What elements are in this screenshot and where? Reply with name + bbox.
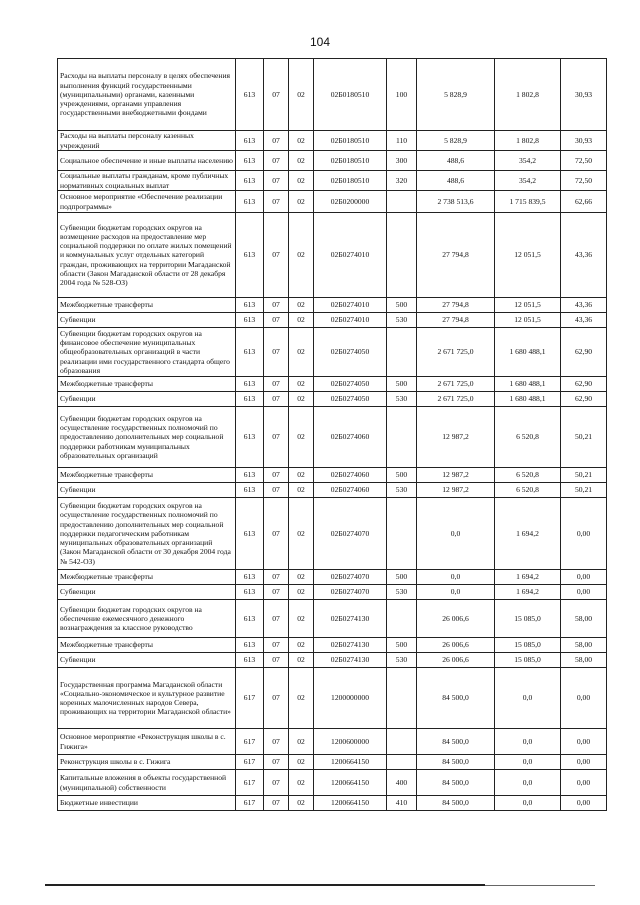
subsection-code: 02 <box>289 151 314 171</box>
target-article: 02Б0274010 <box>314 213 387 298</box>
plan-amount: 84 500,0 <box>417 770 495 796</box>
row-name: Капитальные вложения в объекты государственной (муниципальной) собственности <box>58 770 236 796</box>
execution-percent: 43,36 <box>561 213 607 298</box>
ministry-code: 613 <box>236 570 264 585</box>
plan-amount: 12 987,2 <box>417 483 495 498</box>
target-article: 02Б0180510 <box>314 151 387 171</box>
section-code: 07 <box>264 498 289 570</box>
subsection-code: 02 <box>289 498 314 570</box>
target-article: 02Б0274060 <box>314 468 387 483</box>
subsection-code: 02 <box>289 468 314 483</box>
expense-type: 320 <box>387 171 417 191</box>
row-name: Социальное обеспечение и иные выплаты населению <box>58 151 236 171</box>
expense-type: 400 <box>387 770 417 796</box>
subsection-code: 02 <box>289 59 314 131</box>
target-article: 02Б0180510 <box>314 59 387 131</box>
target-article: 02Б0274010 <box>314 298 387 313</box>
ministry-code: 613 <box>236 298 264 313</box>
bottom-rule-thin <box>485 885 595 886</box>
plan-amount: 12 987,2 <box>417 468 495 483</box>
executed-amount: 1 680 488,1 <box>495 328 561 377</box>
executed-amount: 1 802,8 <box>495 59 561 131</box>
target-article: 02Б0274010 <box>314 313 387 328</box>
section-code: 07 <box>264 600 289 638</box>
plan-amount: 2 738 513,6 <box>417 191 495 213</box>
plan-amount: 2 671 725,0 <box>417 328 495 377</box>
table-row <box>58 729 607 755</box>
ministry-code: 613 <box>236 483 264 498</box>
row-name: Социальные выплаты гражданам, кроме публичных нормативных социальных выплат <box>58 171 236 191</box>
plan-amount: 488,6 <box>417 151 495 171</box>
execution-percent: 50,21 <box>561 483 607 498</box>
table-row <box>58 653 607 668</box>
ministry-code: 613 <box>236 151 264 171</box>
ministry-code: 613 <box>236 377 264 392</box>
executed-amount: 0,0 <box>495 770 561 796</box>
plan-amount: 84 500,0 <box>417 668 495 729</box>
expense-type: 530 <box>387 483 417 498</box>
plan-amount: 0,0 <box>417 585 495 600</box>
expense-type <box>387 668 417 729</box>
expense-type <box>387 191 417 213</box>
row-name: Межбюджетные трансферты <box>58 570 236 585</box>
subsection-code: 02 <box>289 729 314 755</box>
ministry-code: 613 <box>236 638 264 653</box>
executed-amount: 1 715 839,5 <box>495 191 561 213</box>
target-article: 02Б0274060 <box>314 407 387 468</box>
target-article: 1200664150 <box>314 755 387 770</box>
section-code: 07 <box>264 377 289 392</box>
executed-amount: 0,0 <box>495 755 561 770</box>
subsection-code: 02 <box>289 585 314 600</box>
page-number: 104 <box>309 35 331 49</box>
table-row <box>58 770 607 796</box>
subsection-code: 02 <box>289 191 314 213</box>
table-row <box>58 796 607 811</box>
expense-type: 500 <box>387 377 417 392</box>
table-row <box>58 313 607 328</box>
table-row <box>58 377 607 392</box>
execution-percent: 0,00 <box>561 585 607 600</box>
execution-percent: 58,00 <box>561 600 607 638</box>
plan-amount: 26 006,6 <box>417 638 495 653</box>
table-row <box>58 498 607 570</box>
subsection-code: 02 <box>289 407 314 468</box>
execution-percent: 50,21 <box>561 407 607 468</box>
execution-percent: 0,00 <box>561 668 607 729</box>
row-name: Расходы на выплаты персоналу в целях обеспечения выполнения функций государственными (муниципальными) органами, казенными учреждениями, органами управления государственными внебюджетными фондами <box>58 59 236 131</box>
plan-amount: 27 794,8 <box>417 298 495 313</box>
ministry-code: 617 <box>236 729 264 755</box>
expense-type: 110 <box>387 131 417 151</box>
execution-percent: 0,00 <box>561 570 607 585</box>
execution-percent: 0,00 <box>561 796 607 811</box>
plan-amount: 26 006,6 <box>417 600 495 638</box>
row-name: Бюджетные инвестиции <box>58 796 236 811</box>
execution-percent: 62,90 <box>561 392 607 407</box>
plan-amount: 5 828,9 <box>417 59 495 131</box>
ministry-code: 613 <box>236 392 264 407</box>
plan-amount: 5 828,9 <box>417 131 495 151</box>
plan-amount: 84 500,0 <box>417 729 495 755</box>
subsection-code: 02 <box>289 313 314 328</box>
execution-percent: 43,36 <box>561 313 607 328</box>
subsection-code: 02 <box>289 328 314 377</box>
section-code: 07 <box>264 585 289 600</box>
execution-percent: 0,00 <box>561 498 607 570</box>
section-code: 07 <box>264 653 289 668</box>
executed-amount: 354,2 <box>495 171 561 191</box>
table-row <box>58 468 607 483</box>
table-row <box>58 213 607 298</box>
table-row <box>58 131 607 151</box>
executed-amount: 6 520,8 <box>495 468 561 483</box>
row-name: Субвенции бюджетам городских округов на возмещение расходов на предоставление мер социальной поддержки по оплате жилых помещений и коммунальных услуг отдельных категорий граждан, проживающих на территории Магаданской области (Закон Магаданской области от 28 декабря 2004 года № 528-ОЗ) <box>58 213 236 298</box>
target-article: 02Б0180510 <box>314 131 387 151</box>
table-row <box>58 638 607 653</box>
plan-amount: 0,0 <box>417 570 495 585</box>
ministry-code: 613 <box>236 313 264 328</box>
execution-percent: 58,00 <box>561 638 607 653</box>
subsection-code: 02 <box>289 796 314 811</box>
bottom-rule <box>45 884 485 886</box>
subsection-code: 02 <box>289 298 314 313</box>
executed-amount: 1 802,8 <box>495 131 561 151</box>
row-name: Субвенции <box>58 313 236 328</box>
plan-amount: 27 794,8 <box>417 213 495 298</box>
table-body <box>58 59 607 811</box>
row-name: Субвенции <box>58 585 236 600</box>
executed-amount: 354,2 <box>495 151 561 171</box>
subsection-code: 02 <box>289 570 314 585</box>
section-code: 07 <box>264 570 289 585</box>
row-name: Субвенции <box>58 653 236 668</box>
subsection-code: 02 <box>289 668 314 729</box>
section-code: 07 <box>264 213 289 298</box>
ministry-code: 613 <box>236 191 264 213</box>
executed-amount: 15 085,0 <box>495 638 561 653</box>
table-row <box>58 585 607 600</box>
row-name: Субвенции бюджетам городских округов на обеспечение ежемесячного денежного вознаграждения за классное руководство <box>58 600 236 638</box>
row-name: Субвенции бюджетам городских округов на осуществление государственных полномочий по предоставлению дополнительных мер социальной поддержки педагогическим работникам муниципальных образовательных организаций (Закон Магаданской области от 30 декабря 2004 года № 542-ОЗ) <box>58 498 236 570</box>
expense-type: 410 <box>387 796 417 811</box>
ministry-code: 613 <box>236 653 264 668</box>
ministry-code: 617 <box>236 668 264 729</box>
subsection-code: 02 <box>289 638 314 653</box>
execution-percent: 0,00 <box>561 729 607 755</box>
ministry-code: 613 <box>236 171 264 191</box>
plan-amount: 26 006,6 <box>417 653 495 668</box>
target-article: 1200000000 <box>314 668 387 729</box>
execution-percent: 0,00 <box>561 770 607 796</box>
section-code: 07 <box>264 131 289 151</box>
subsection-code: 02 <box>289 600 314 638</box>
target-article: 02Б0274050 <box>314 377 387 392</box>
executed-amount: 1 694,2 <box>495 570 561 585</box>
target-article: 1200664150 <box>314 796 387 811</box>
expense-type: 530 <box>387 585 417 600</box>
subsection-code: 02 <box>289 755 314 770</box>
expense-type: 500 <box>387 570 417 585</box>
section-code: 07 <box>264 483 289 498</box>
table-row <box>58 59 607 131</box>
row-name: Государственная программа Магаданской области «Социально-экономическое и культурное развитие коренных малочисленных народов Севера, проживающих на территории Магаданской области» <box>58 668 236 729</box>
budget-table <box>57 58 607 811</box>
table-row <box>58 668 607 729</box>
table-row <box>58 151 607 171</box>
section-code: 07 <box>264 468 289 483</box>
subsection-code: 02 <box>289 213 314 298</box>
execution-percent: 58,00 <box>561 653 607 668</box>
plan-amount: 12 987,2 <box>417 407 495 468</box>
plan-amount: 84 500,0 <box>417 796 495 811</box>
table-row <box>58 392 607 407</box>
executed-amount: 12 051,5 <box>495 298 561 313</box>
section-code: 07 <box>264 638 289 653</box>
subsection-code: 02 <box>289 131 314 151</box>
ministry-code: 613 <box>236 498 264 570</box>
expense-type <box>387 407 417 468</box>
target-article: 02Б0274130 <box>314 600 387 638</box>
executed-amount: 0,0 <box>495 729 561 755</box>
row-name: Межбюджетные трансферты <box>58 468 236 483</box>
ministry-code: 613 <box>236 585 264 600</box>
plan-amount: 0,0 <box>417 498 495 570</box>
table-row <box>58 600 607 638</box>
executed-amount: 15 085,0 <box>495 600 561 638</box>
expense-type: 530 <box>387 392 417 407</box>
ministry-code: 613 <box>236 328 264 377</box>
row-name: Межбюджетные трансферты <box>58 638 236 653</box>
section-code: 07 <box>264 328 289 377</box>
row-name: Реконструкция школы в с. Гижига <box>58 755 236 770</box>
target-article: 02Б0180510 <box>314 171 387 191</box>
ministry-code: 617 <box>236 770 264 796</box>
subsection-code: 02 <box>289 653 314 668</box>
target-article: 02Б0274130 <box>314 638 387 653</box>
execution-percent: 43,36 <box>561 298 607 313</box>
expense-type: 500 <box>387 638 417 653</box>
plan-amount: 2 671 725,0 <box>417 377 495 392</box>
section-code: 07 <box>264 729 289 755</box>
executed-amount: 1 680 488,1 <box>495 377 561 392</box>
ministry-code: 613 <box>236 59 264 131</box>
table-row <box>58 328 607 377</box>
executed-amount: 0,0 <box>495 668 561 729</box>
ministry-code: 613 <box>236 131 264 151</box>
execution-percent: 62,66 <box>561 191 607 213</box>
executed-amount: 6 520,8 <box>495 483 561 498</box>
subsection-code: 02 <box>289 171 314 191</box>
row-name: Субвенции бюджетам городских округов на финансовое обеспечение муниципальных общеобразовательных организаций в части реализации ими государственного стандарта общего образования <box>58 328 236 377</box>
section-code: 07 <box>264 755 289 770</box>
ministry-code: 613 <box>236 600 264 638</box>
target-article: 02Б0274050 <box>314 392 387 407</box>
section-code: 07 <box>264 392 289 407</box>
executed-amount: 12 051,5 <box>495 313 561 328</box>
executed-amount: 1 694,2 <box>495 585 561 600</box>
subsection-code: 02 <box>289 770 314 796</box>
table-row <box>58 755 607 770</box>
expense-type <box>387 213 417 298</box>
ministry-code: 613 <box>236 468 264 483</box>
ministry-code: 613 <box>236 407 264 468</box>
table-row <box>58 191 607 213</box>
row-name: Расходы на выплаты персоналу казенных учреждений <box>58 131 236 151</box>
plan-amount: 27 794,8 <box>417 313 495 328</box>
execution-percent: 72,50 <box>561 171 607 191</box>
execution-percent: 62,90 <box>561 377 607 392</box>
expense-type <box>387 729 417 755</box>
executed-amount: 1 694,2 <box>495 498 561 570</box>
section-code: 07 <box>264 151 289 171</box>
execution-percent: 50,21 <box>561 468 607 483</box>
section-code: 07 <box>264 796 289 811</box>
expense-type: 530 <box>387 653 417 668</box>
target-article: 02Б0274070 <box>314 498 387 570</box>
target-article: 02Б0274060 <box>314 483 387 498</box>
target-article: 1200600000 <box>314 729 387 755</box>
subsection-code: 02 <box>289 392 314 407</box>
target-article: 02Б0274130 <box>314 653 387 668</box>
target-article: 02Б0274050 <box>314 328 387 377</box>
section-code: 07 <box>264 298 289 313</box>
expense-type: 100 <box>387 59 417 131</box>
subsection-code: 02 <box>289 483 314 498</box>
section-code: 07 <box>264 171 289 191</box>
table-row <box>58 171 607 191</box>
expense-type <box>387 328 417 377</box>
executed-amount: 12 051,5 <box>495 213 561 298</box>
expense-type: 530 <box>387 313 417 328</box>
row-name: Субвенции <box>58 392 236 407</box>
expense-type: 500 <box>387 298 417 313</box>
expense-type <box>387 600 417 638</box>
executed-amount: 1 680 488,1 <box>495 392 561 407</box>
subsection-code: 02 <box>289 377 314 392</box>
executed-amount: 6 520,8 <box>495 407 561 468</box>
expense-type: 500 <box>387 468 417 483</box>
execution-percent: 0,00 <box>561 755 607 770</box>
section-code: 07 <box>264 770 289 796</box>
section-code: 07 <box>264 59 289 131</box>
execution-percent: 72,50 <box>561 151 607 171</box>
plan-amount: 488,6 <box>417 171 495 191</box>
row-name: Субвенции <box>58 483 236 498</box>
table-row <box>58 483 607 498</box>
expense-type <box>387 755 417 770</box>
execution-percent: 30,93 <box>561 131 607 151</box>
row-name: Основное мероприятие «Обеспечение реализации подпрограммы» <box>58 191 236 213</box>
table-row <box>58 407 607 468</box>
execution-percent: 30,93 <box>561 59 607 131</box>
target-article: 02Б0274070 <box>314 570 387 585</box>
target-article: 02Б0274070 <box>314 585 387 600</box>
section-code: 07 <box>264 191 289 213</box>
expense-type <box>387 498 417 570</box>
execution-percent: 62,90 <box>561 328 607 377</box>
executed-amount: 15 085,0 <box>495 653 561 668</box>
row-name: Межбюджетные трансферты <box>58 298 236 313</box>
row-name: Основное мероприятие «Реконструкция школы в с. Гижига» <box>58 729 236 755</box>
target-article: 02Б0200000 <box>314 191 387 213</box>
ministry-code: 617 <box>236 796 264 811</box>
ministry-code: 617 <box>236 755 264 770</box>
row-name: Субвенции бюджетам городских округов на осуществление государственных полномочий по предоставлению дополнительных мер социальной поддержки работникам муниципальных образовательных организаций <box>58 407 236 468</box>
ministry-code: 613 <box>236 213 264 298</box>
table-row <box>58 298 607 313</box>
row-name: Межбюджетные трансферты <box>58 377 236 392</box>
section-code: 07 <box>264 668 289 729</box>
plan-amount: 84 500,0 <box>417 755 495 770</box>
table-row <box>58 570 607 585</box>
plan-amount: 2 671 725,0 <box>417 392 495 407</box>
section-code: 07 <box>264 407 289 468</box>
target-article: 1200664150 <box>314 770 387 796</box>
section-code: 07 <box>264 313 289 328</box>
expense-type: 300 <box>387 151 417 171</box>
executed-amount: 0,0 <box>495 796 561 811</box>
